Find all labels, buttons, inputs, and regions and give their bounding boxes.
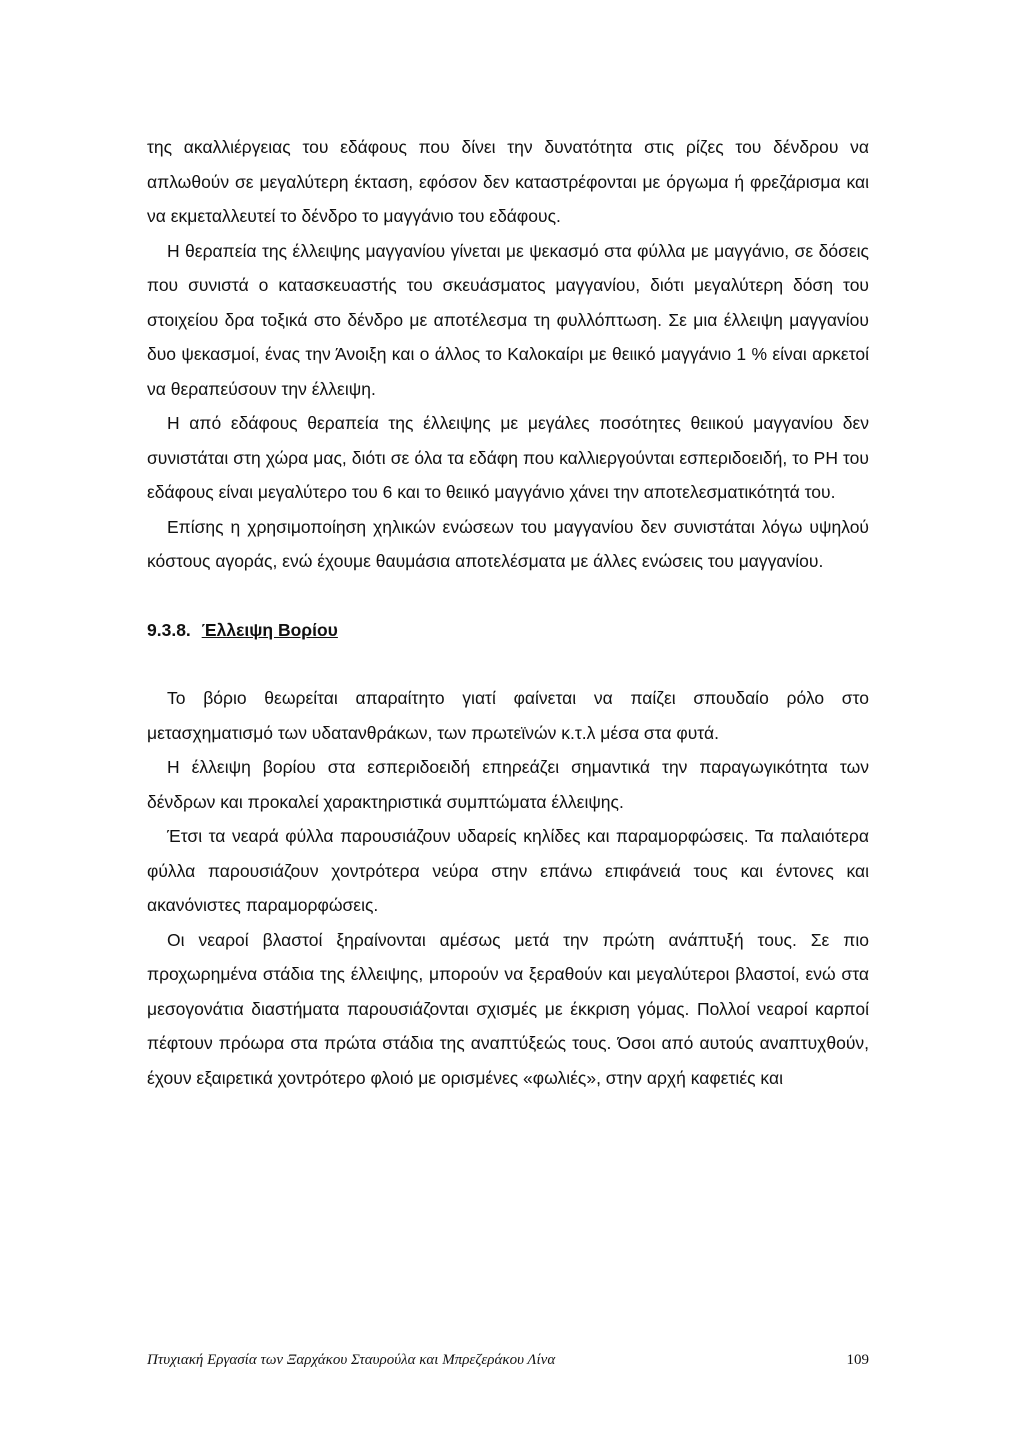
paragraph-1: της ακαλλιέργειας του εδάφους που δίνει την δυνατότητα στις ρίζες του δένδρου να απλωθούν σε μεγαλύτερη έκταση, εφόσον δεν καταστρέφονται με όργωμα ή φρεζάρισμα και να εκμεταλλευτεί το δένδρο το μαγγάνιο του εδάφους. [147,137,869,226]
page-footer [147,1352,869,1369]
footer-text: Πτυχιακή Εργασία των Ξαρχάκου Σταυρούλα και Μπρεζεράκου Λίνα [147,1352,556,1368]
paragraph-4: Επίσης η χρησιμοποίηση χηλικών ενώσεων του μαγγανίου δεν συνιστάται λόγω υψηλού κόστους αγοράς, ενώ έχουμε θαυμάσια αποτελέσματα με άλλες ενώσεις του μαγγανίου. [147,516,869,571]
page-body [147,130,869,1095]
paragraph-2: Η θεραπεία της έλλειψης μαγγανίου γίνεται με ψεκασμό στα φύλλα με μαγγάνιο, σε δόσεις που συνιστά ο κατασκευαστής του σκευάσματος μαγγανίου, διότι μεγαλύτερη δόση του στοιχείου δρα τοξικά στο δένδρο με αποτέλεσμα τη φυλλόπτωση. Σε μια έλλειψη μαγγανίου δυο ψεκασμοί, ένας την Άνοιξη και ο άλλος το Καλοκαίρι με θειικό μαγγάνιο 1 % είναι αρκετοί να θεραπεύσουν την έλλειψη. [147,240,869,399]
section-title: Έλλειψη Βορίου [201,619,338,640]
paragraph-3: Η από εδάφους θεραπεία της έλλειψης με μεγάλες ποσότητες θειικού μαγγανίου δεν συνιστάται στη χώρα μας, διότι σε όλα τα εδάφη που καλλιεργούνται εσπεριδοειδή, το PH του εδάφους είναι μεγαλύτερο του 6 και το θειικό μαγγάνιο χάνει την αποτελεσματικότητά του. [147,413,869,502]
section-heading [147,613,869,648]
paragraph-8: Οι νεαροί βλαστοί ξηραίνονται αμέσως μετά την πρώτη ανάπτυξή τους. Σε πιο προχωρημένα στάδια της έλλειψης, μπορούν να ξεραθούν και μεγαλύτεροι βλαστοί, ενώ στα μεσογονάτια διαστήματα παρουσιάζονται σχισμές με έκκριση γόμας. Πολλοί νεαροί καρποί πέφτουν πρόωρα στα πρώτα στάδια της αναπτύξεώς τους. Όσοι από αυτούς αναπτυχθούν, έχουν εξαιρετικά χοντρότερο φλοιό με ορισμένες «φωλιές», στην αρχή καφετιές και [147,929,869,1088]
paragraph-6: Η έλλειψη βορίου στα εσπεριδοειδή επηρεάζει σημαντικά την παραγωγικότητα των δένδρων και προκαλεί χαρακτηριστικά συμπτώματα έλλειψης. [147,757,869,812]
paragraph-7: Έτσι τα νεαρά φύλλα παρουσιάζουν υδαρείς κηλίδες και παραμορφώσεις. Τα παλαιότερα φύλλα παρουσιάζουν χοντρότερα νεύρα στην επάνω επιφάνειά τους και έντονες και ακανόνιστες παραμορφώσεις. [147,826,869,915]
section-number: 9.3.8. [147,619,191,640]
paragraph-5: Το βόριο θεωρείται απαραίτητο γιατί φαίνεται να παίζει σπουδαίο ρόλο στο μετασχηματισμό των υδατανθράκων, των πρωτεϊνών κ.τ.λ μέσα στα φυτά. [147,688,869,743]
page-number: 109 [846,1352,869,1368]
